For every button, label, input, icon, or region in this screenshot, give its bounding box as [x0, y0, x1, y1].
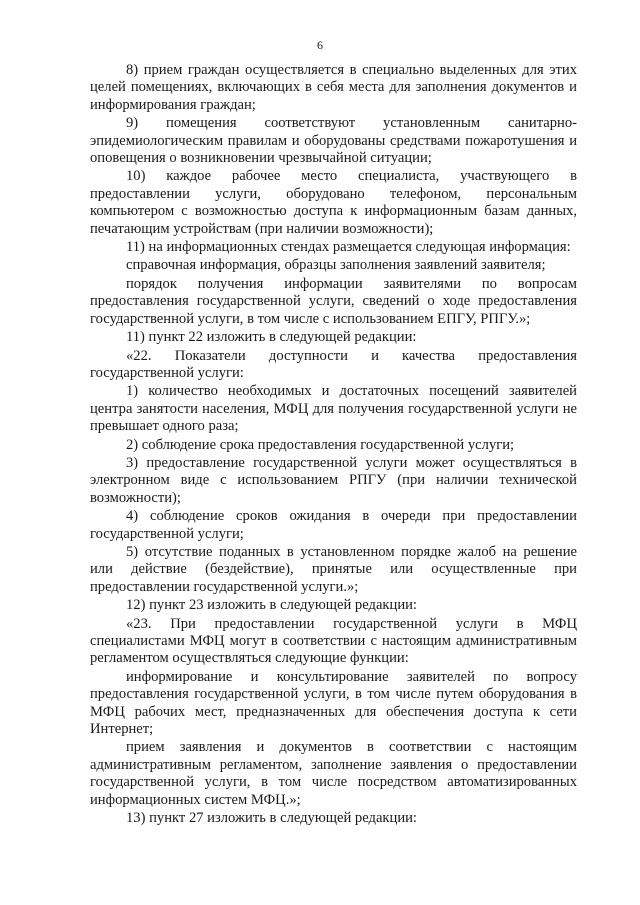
paragraph-information-order: порядок получения информации заявителями по вопросам предоставления государственной услуги, сведений о ходе предоставления государственной услуги, в том числе с использованием ЕПГУ, РПГУ.»; [90, 275, 577, 327]
paragraph-amend-point-27: 13) пункт 27 изложить в следующей редакции: [126, 810, 417, 827]
paragraph-point-23-heading: «23. При предоставлении государственной услуги в МФЦ специалистами МФЦ могут в соответствии с настоящим административным регламентом осуществляться следующие функции: [90, 615, 577, 667]
paragraph-indicator-4: 4) соблюдение сроков ожидания в очереди при предоставлении государственной услуги; [90, 508, 577, 542]
document-body [90, 62, 577, 828]
paragraph-amend-point-22: 11) пункт 22 изложить в следующей редакции: [126, 329, 417, 346]
paragraph-amend-point-23: 12) пункт 23 изложить в следующей редакции: [126, 597, 417, 614]
paragraph-indicator-2: 2) соблюдение срока предоставления государственной услуги; [126, 436, 515, 453]
paragraph-indicator-1: 1) количество необходимых и достаточных посещений заявителей центра занятости населения, МФЦ для получения государственной услуги не превышает одного раза; [90, 383, 577, 435]
paragraph-point-22-heading: «22. Показатели доступности и качества предоставления государственной услуги: [90, 347, 577, 381]
paragraph-reference-info: справочная информация, образцы заполнения заявлений заявителя; [126, 257, 546, 274]
paragraph-item-10: 10) каждое рабочее место специалиста, участвующего в предоставлении услуги, оборудовано телефоном, персональным компьютером с возможностью доступа к информационным базам данных, печатающим устройствам (при наличии возможности); [90, 168, 577, 237]
paragraph-item-8: 8) прием граждан осуществляется в специально выделенных для этих целей помещениях, включающих в себя места для заполнения документов и информирования граждан; [90, 62, 577, 113]
paragraph-function-reception: прием заявления и документов в соответствии с настоящим административным регламентом, заполнение заявления о предоставлении государственной услуги, в том числе посредством автоматизированных информационных систем МФЦ.»; [90, 739, 577, 808]
page-number: 6 [317, 38, 323, 52]
paragraph-function-informing: информирование и консультирование заявителей по вопросу предоставления государственной услуги, в том числе путем оборудования в МФЦ рабочих мест, предназначенных для обеспечения доступа к сети Интернет; [90, 668, 577, 738]
paragraph-item-9: 9) помещения соответствуют установленным санитарно-эпидемиологическим правилам и оборудованы средствами пожаротушения и оповещения о возникновении чрезвычайной ситуации; [90, 115, 577, 167]
paragraph-indicator-5: 5) отсутствие поданных в установленном порядке жалоб на решение или действие (бездействие), принятые или осуществленные при предоставлении государственной услуги.»; [90, 543, 577, 595]
paragraph-item-11: 11) на информационных стендах размещается следующая информация: [126, 239, 571, 256]
paragraph-indicator-3: 3) предоставление государственной услуги может осуществляться в электронном виде с использованием РПГУ (при наличии технической возможности); [90, 454, 577, 506]
